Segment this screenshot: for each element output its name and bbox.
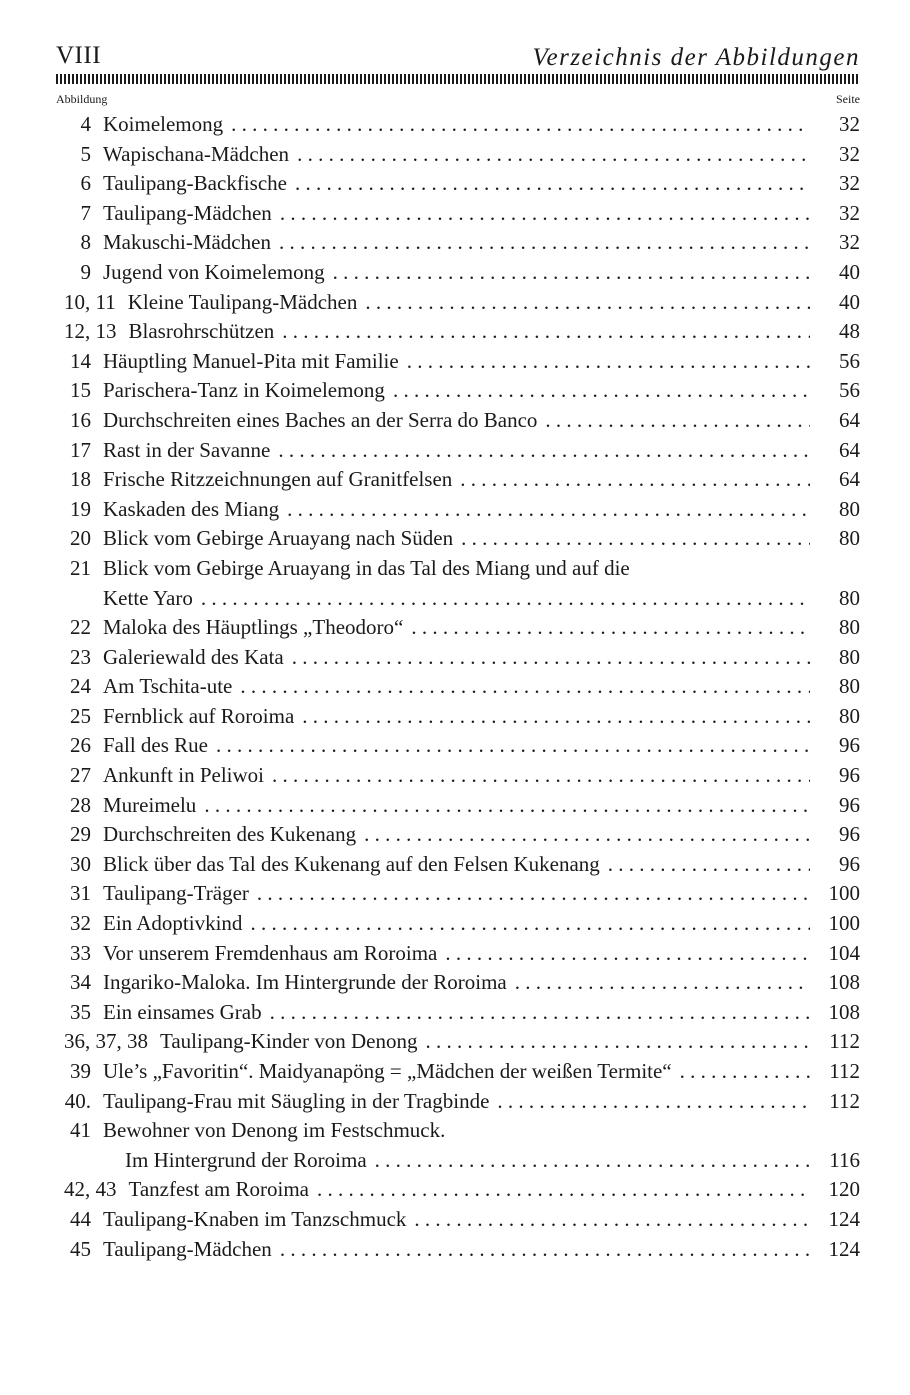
- figure-number: 17: [70, 437, 91, 462]
- page-ref: 40: [839, 259, 860, 284]
- figure-entry: [56, 288, 860, 318]
- dot-leader: [407, 347, 810, 377]
- dot-leader: [545, 406, 810, 436]
- dot-leader: [270, 998, 810, 1028]
- figure-entry: [56, 228, 860, 258]
- figure-entry: [56, 998, 860, 1028]
- page-ref: 120: [828, 1177, 860, 1202]
- dot-leader: [295, 169, 810, 199]
- figure-title: Ein Adoptivkind: [103, 911, 243, 936]
- figure-title: Taulipang-Träger: [103, 881, 249, 906]
- page-ref: 32: [839, 171, 860, 196]
- running-title: Verzeichnis der Abbildungen: [532, 44, 860, 71]
- figure-entry: [56, 524, 860, 554]
- figure-title: Ein einsames Grab: [103, 999, 262, 1024]
- figure-number: 20: [70, 526, 91, 551]
- dot-leader: [292, 643, 810, 673]
- dot-leader: [257, 879, 810, 909]
- page-ref: 64: [839, 407, 860, 432]
- page-ref: 108: [828, 999, 860, 1024]
- figure-entry: [56, 406, 860, 436]
- figure-title: Ankunft in Peliwoi: [103, 763, 264, 788]
- dot-leader: [240, 672, 810, 702]
- page-ref: 80: [839, 526, 860, 551]
- figure-title: Makuschi-Mädchen: [103, 230, 271, 255]
- page-ref: 32: [839, 230, 860, 255]
- figure-title: Taulipang-Backfische: [103, 171, 287, 196]
- figure-number: 5: [80, 141, 91, 166]
- figure-entry: [56, 791, 860, 821]
- figure-number: 23: [70, 644, 91, 669]
- page-ref: 56: [839, 348, 860, 373]
- figure-number: 12, 13: [64, 319, 117, 344]
- figure-number: 7: [80, 200, 91, 225]
- figure-title: Durchschreiten des Kukenang: [103, 822, 357, 847]
- figure-entry: [56, 879, 860, 909]
- dot-leader: [425, 1027, 810, 1057]
- figure-number: 29: [70, 822, 91, 847]
- figure-number: 9: [80, 259, 91, 284]
- figure-number: 28: [70, 792, 91, 817]
- dot-leader: [333, 258, 810, 288]
- page-ref: 96: [839, 763, 860, 788]
- column-header-page: Seite: [836, 92, 860, 106]
- page-ref: 64: [839, 467, 860, 492]
- figure-entry: [56, 1116, 860, 1146]
- figure-title: Blick über das Tal des Kukenang auf den Felsen Kukenang: [103, 851, 600, 876]
- page-ref: 80: [839, 615, 860, 640]
- figure-number: 45: [70, 1236, 91, 1261]
- figure-number: 36, 37, 38: [64, 1029, 148, 1054]
- figure-title: Blick vom Gebirge Aruayang in das Tal des Miang und auf die: [103, 555, 630, 580]
- figure-entry: [56, 465, 860, 495]
- dot-leader: [680, 1057, 810, 1087]
- figure-title: Parischera-Tanz in Koimelemong: [103, 378, 385, 403]
- dot-leader: [216, 731, 810, 761]
- figure-title: Am Tschita-ute: [103, 674, 233, 699]
- dot-leader: [302, 702, 810, 732]
- figure-title: Koimelemong: [103, 112, 224, 136]
- page-ref: 112: [829, 1088, 860, 1113]
- page-ref: 100: [828, 911, 860, 936]
- figure-number: 26: [70, 733, 91, 758]
- dot-leader: [204, 791, 810, 821]
- figure-entry: [56, 672, 860, 702]
- figure-number: 22: [70, 615, 91, 640]
- dot-leader: [608, 850, 810, 880]
- figure-title: Blick vom Gebirge Aruayang nach Süden: [103, 526, 454, 551]
- figure-entry: [56, 110, 860, 140]
- figure-entry: [56, 495, 860, 525]
- figure-entry: [56, 1235, 860, 1265]
- figure-number: 21: [70, 555, 91, 580]
- figure-title: Taulipang-Kinder von Denong: [160, 1029, 418, 1054]
- dot-leader: [375, 1146, 810, 1176]
- dot-leader: [364, 820, 810, 850]
- header-rule: [56, 74, 860, 84]
- dot-leader: [317, 1175, 810, 1205]
- figure-title: Taulipang-Mädchen: [103, 200, 272, 225]
- figure-number: 15: [70, 378, 91, 403]
- figure-title: Kaskaden des Miang: [103, 496, 280, 521]
- page-ref: 100: [828, 881, 860, 906]
- figure-entry: [56, 347, 860, 377]
- figure-title: Blasrohrschützen: [128, 319, 275, 344]
- page-ref: 96: [839, 851, 860, 876]
- figure-title: Vor unserem Fremdenhaus am Roroima: [103, 940, 438, 965]
- page-ref: 108: [828, 970, 860, 995]
- figure-title: Kleine Taulipang-Mädchen: [127, 289, 358, 314]
- figure-number: 25: [70, 703, 91, 728]
- figure-entry: [56, 1146, 860, 1176]
- figure-list: [56, 110, 860, 1264]
- page-number: VIII: [56, 42, 102, 69]
- figure-entry: [56, 436, 860, 466]
- dot-leader: [365, 288, 810, 318]
- figure-title: Tanzfest am Roroima: [128, 1177, 309, 1202]
- figure-number: 32: [70, 911, 91, 936]
- figure-title: Im Hintergrund der Roroima: [125, 1147, 367, 1172]
- dot-leader: [282, 317, 810, 347]
- column-headers: [56, 92, 860, 110]
- dot-leader: [411, 613, 810, 643]
- page-ref: 56: [839, 378, 860, 403]
- column-header-figure: Abbildung: [56, 92, 108, 106]
- dot-leader: [201, 584, 810, 614]
- figure-title: Taulipang-Frau mit Säugling in der Tragbinde: [103, 1088, 490, 1113]
- figure-title: Maloka des Häuptlings „Theodoro“: [103, 615, 404, 640]
- page-ref: 96: [839, 733, 860, 758]
- dot-leader: [393, 376, 810, 406]
- page-ref: 80: [839, 644, 860, 669]
- figure-entry: [56, 554, 860, 584]
- figure-number: 19: [70, 496, 91, 521]
- figure-entry: [56, 1087, 860, 1117]
- page-ref: 112: [829, 1059, 860, 1083]
- figure-entry: [56, 317, 860, 347]
- dot-leader: [460, 465, 810, 495]
- figure-number: 8: [80, 230, 91, 255]
- figure-entry: [56, 1175, 860, 1205]
- figure-entry: [56, 820, 860, 850]
- figure-number: 24: [70, 674, 91, 699]
- figure-entry: [56, 761, 860, 791]
- figure-number: 27: [70, 763, 91, 788]
- dot-leader: [297, 140, 810, 170]
- page-ref: 112: [829, 1029, 860, 1054]
- figure-number: 41: [70, 1118, 91, 1143]
- figure-number: 44: [70, 1206, 91, 1231]
- figure-number: 39: [70, 1059, 91, 1083]
- dot-leader: [515, 968, 810, 998]
- page-header: [56, 38, 860, 74]
- page-ref: 104: [828, 940, 860, 965]
- dot-leader: [279, 228, 810, 258]
- figure-entry: [56, 258, 860, 288]
- dot-leader: [287, 495, 810, 525]
- figure-entry: [56, 169, 860, 199]
- figure-number: 31: [70, 881, 91, 906]
- figure-title: Durchschreiten eines Baches an der Serra do Banco: [103, 407, 538, 432]
- figure-entry: [56, 850, 860, 880]
- figure-title: Fall des Rue: [103, 733, 208, 758]
- dot-leader: [280, 199, 810, 229]
- figure-title: Wapischana-Mädchen: [103, 141, 290, 166]
- figure-title: Ule’s „Favoritin“. Maidyanapöng = „Mädchen der weißen Termite“: [103, 1059, 672, 1083]
- dot-leader: [231, 110, 810, 140]
- dot-leader: [278, 436, 810, 466]
- figure-entry: [56, 702, 860, 732]
- figure-title: Mureimelu: [103, 792, 197, 817]
- figure-title: Ingariko-Maloka. Im Hintergrunde der Roroima: [103, 970, 507, 995]
- figure-entry: [56, 1205, 860, 1235]
- figure-title: Frische Ritzzeichnungen auf Granitfelsen: [103, 467, 453, 492]
- page-ref: 32: [839, 112, 860, 136]
- figure-entry: [56, 968, 860, 998]
- figure-entry: [56, 199, 860, 229]
- figure-entry: [56, 1057, 860, 1087]
- figure-title: Fernblick auf Roroima: [103, 703, 295, 728]
- figure-entry: [56, 140, 860, 170]
- dot-leader: [414, 1205, 810, 1235]
- figure-title: Jugend von Koimelemong: [103, 259, 325, 284]
- page-ref: 80: [839, 674, 860, 699]
- page-ref: 64: [839, 437, 860, 462]
- page-ref: 116: [829, 1147, 860, 1172]
- page-ref: 32: [839, 200, 860, 225]
- figure-title: Taulipang-Knaben im Tanzschmuck: [103, 1206, 407, 1231]
- figure-number: 14: [70, 348, 91, 373]
- figure-entry: [56, 939, 860, 969]
- figure-number: 33: [70, 940, 91, 965]
- dot-leader: [272, 761, 810, 791]
- page-ref: 96: [839, 822, 860, 847]
- figure-number: 42, 43: [64, 1177, 117, 1202]
- figure-title: Häuptling Manuel-Pita mit Familie: [103, 348, 399, 373]
- page-ref: 48: [839, 319, 860, 344]
- figure-title: Galeriewald des Kata: [103, 644, 284, 669]
- figure-title: Bewohner von Denong im Festschmuck.: [103, 1118, 446, 1143]
- figure-entry: [56, 376, 860, 406]
- toc-page: [56, 38, 860, 1264]
- figure-number: 18: [70, 467, 91, 492]
- figure-number: 30: [70, 851, 91, 876]
- figure-title: Taulipang-Mädchen: [103, 1236, 272, 1261]
- page-ref: 124: [828, 1206, 860, 1231]
- figure-title: Kette Yaro: [103, 585, 193, 610]
- figure-entry: [56, 731, 860, 761]
- figure-number: 6: [80, 171, 91, 196]
- figure-number: 4: [80, 112, 91, 136]
- dot-leader: [445, 939, 810, 969]
- figure-title: Rast in der Savanne: [103, 437, 271, 462]
- dot-leader: [461, 524, 810, 554]
- figure-entry: [56, 1027, 860, 1057]
- figure-number: 10, 11: [64, 289, 116, 314]
- page-ref: 80: [839, 585, 860, 610]
- figure-entry: [56, 613, 860, 643]
- dot-leader: [280, 1235, 810, 1265]
- page-ref: 96: [839, 792, 860, 817]
- figure-number: 40.: [64, 1088, 91, 1113]
- figure-number: 35: [70, 999, 91, 1024]
- figure-entry: [56, 909, 860, 939]
- figure-entry: [56, 584, 860, 614]
- dot-leader: [497, 1087, 810, 1117]
- page-ref: 80: [839, 703, 860, 728]
- page-ref: 80: [839, 496, 860, 521]
- page-ref: 32: [839, 141, 860, 166]
- page-ref: 124: [828, 1236, 860, 1261]
- dot-leader: [250, 909, 810, 939]
- figure-number: 16: [70, 407, 91, 432]
- figure-entry: [56, 643, 860, 673]
- page-ref: 40: [839, 289, 860, 314]
- figure-number: 34: [70, 970, 91, 995]
